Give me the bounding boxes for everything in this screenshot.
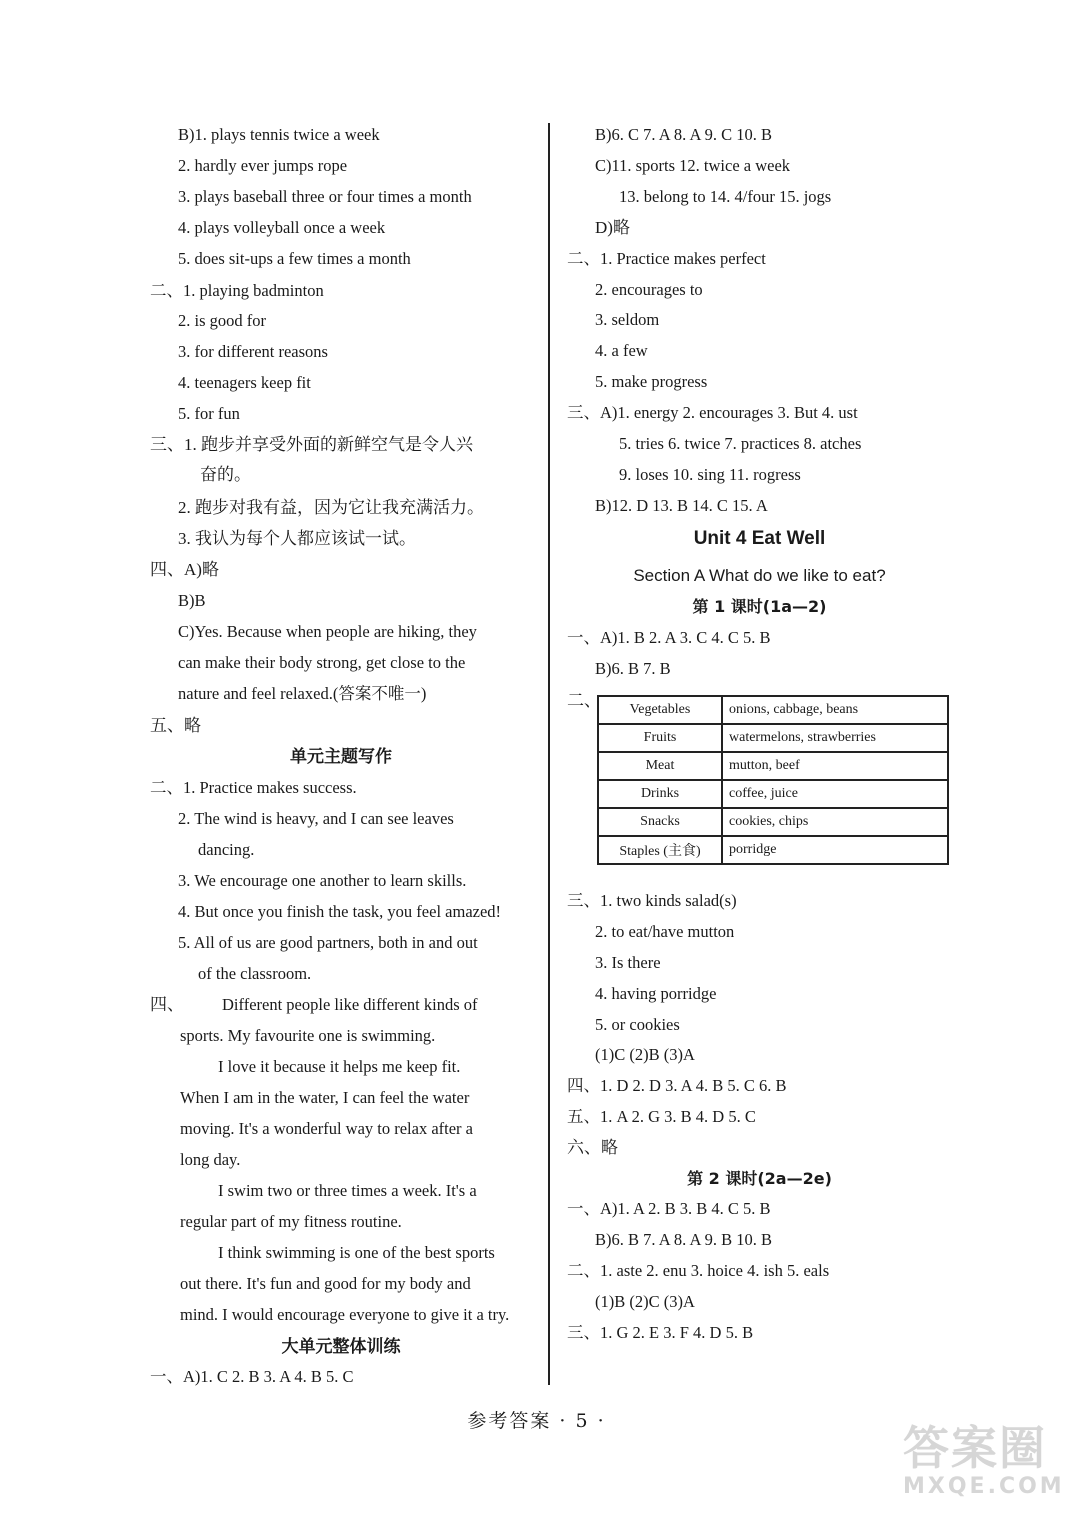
answer-line: dancing.	[198, 840, 255, 859]
answer-line: 五、1. A 2. G 3. B 4. D 5. C	[567, 1107, 756, 1126]
answer-line: C)11. sports 12. twice a week	[595, 156, 791, 175]
answer-line: 四、1. D 2. D 3. A 4. B 5. C 6. B	[567, 1076, 787, 1095]
table-cell-items: coffee, juice	[722, 780, 948, 808]
essay-line: mind. I would encourage everyone to give it a try.	[180, 1305, 510, 1324]
table-row	[598, 836, 948, 864]
answer-line: 2. The wind is heavy, and I can see leaves	[178, 809, 454, 828]
table-row	[598, 696, 948, 724]
section-heading: 大单元整体训练	[281, 1337, 401, 1356]
table-cell-category: Vegetables	[598, 696, 722, 724]
answer-line: 5. for fun	[178, 404, 240, 423]
answer-line: 二、1. Practice makes success.	[150, 778, 357, 797]
answer-line: C)Yes. Because when people are hiking, they	[178, 622, 477, 641]
answer-line: B)6. B 7. A 8. A 9. B 10. B	[595, 1230, 772, 1249]
table-cell-category: Drinks	[598, 780, 722, 808]
answer-line: 二、1. aste 2. enu 3. hoice 4. ish 5. eals	[567, 1261, 830, 1280]
answer-line: 3. for different reasons	[178, 342, 328, 361]
lesson-title: 第 1 课时(1a—2)	[692, 597, 827, 616]
essay-line: long day.	[180, 1150, 241, 1169]
answer-line: 四、A)略	[150, 560, 219, 579]
food-category-table	[597, 695, 949, 865]
answer-line: 三、1. G 2. E 3. F 4. D 5. B	[567, 1323, 754, 1342]
answer-line: B)6. B 7. B	[595, 659, 671, 678]
table-cell-category: Meat	[598, 752, 722, 780]
watermark-url: MXQE.COM	[903, 1474, 1065, 1499]
answer-line: 5. or cookies	[595, 1015, 680, 1034]
answer-line: (1)B (2)C (3)A	[595, 1292, 695, 1311]
answer-line: 一、A)1. A 2. B 3. B 4. C 5. B	[567, 1199, 771, 1218]
answer-line: 2. encourages to	[595, 280, 703, 299]
answer-line: 一、A)1. C 2. B 3. A 4. B 5. C	[150, 1367, 354, 1386]
answer-line: 4. having porridge	[595, 984, 717, 1003]
answer-line: B)6. C 7. A 8. A 9. C 10. B	[595, 125, 772, 144]
answer-line: 5. does sit-ups a few times a month	[178, 249, 411, 268]
essay-line: I think swimming is one of the best sports	[218, 1243, 495, 1262]
answer-line: 3. We encourage one another to learn skills.	[178, 871, 467, 890]
answer-line: 5. tries 6. twice 7. practices 8. atches	[619, 434, 862, 453]
section-title: Section A What do we like to eat?	[633, 566, 886, 585]
watermark-logo	[903, 1412, 1065, 1522]
answer-line: 4. a few	[595, 341, 648, 360]
answer-line: (1)C (2)B (3)A	[595, 1045, 695, 1064]
table-cell-category: Fruits	[598, 724, 722, 752]
table-cell-items: onions, cabbage, beans	[722, 696, 948, 724]
answer-line: 三、1. 跑步并享受外面的新鲜空气是令人兴	[150, 435, 473, 454]
answer-line: 2. 跑步对我有益，因为它让我充满活力。	[178, 498, 484, 517]
answer-line: 3. Is there	[595, 953, 661, 972]
answer-line: 三、1. two kinds salad(s)	[567, 891, 737, 910]
answer-line: 4. teenagers keep fit	[178, 373, 311, 392]
answer-line: D)略	[595, 218, 630, 237]
watermark-text: 答案圈	[903, 1421, 1047, 1475]
essay-line: Different people like different kinds of	[222, 995, 478, 1014]
answer-line: 三、A)1. energy 2. encourages 3. But 4. ust	[567, 403, 858, 422]
essay-line: sports. My favourite one is swimming.	[180, 1026, 436, 1045]
answer-line: 六、略	[567, 1138, 618, 1157]
answer-line: 五、略	[150, 716, 201, 735]
answer-line: 二、	[567, 691, 601, 710]
table-cell-category: Snacks	[598, 808, 722, 836]
answer-line: 13. belong to 14. 4/four 15. jogs	[619, 187, 832, 206]
table-row	[598, 780, 948, 808]
table-row	[598, 724, 948, 752]
answer-line: 二、1. Practice makes perfect	[567, 249, 766, 268]
essay-line: I love it because it helps me keep fit.	[218, 1057, 461, 1076]
unit-title: Unit 4 Eat Well	[693, 528, 826, 549]
table-row	[598, 752, 948, 780]
table-row	[598, 808, 948, 836]
answer-line: 3. plays baseball three or four times a month	[178, 187, 472, 206]
answer-line: 二、1. playing badminton	[150, 281, 324, 300]
table-cell-category: Staples (主食)	[598, 836, 722, 864]
table-cell-items: cookies, chips	[722, 808, 948, 836]
answer-line: 4. But once you finish the task, you feel amazed!	[178, 902, 502, 921]
answer-line: 四、	[150, 995, 184, 1014]
answer-line: can make their body strong, get close to the	[178, 653, 466, 672]
answer-line: 5. All of us are good partners, both in and out	[178, 933, 478, 952]
answer-line: 4. plays volleyball once a week	[178, 218, 386, 237]
answer-line: 5. make progress	[595, 372, 708, 391]
answer-line: 2. to eat/have mutton	[595, 922, 735, 941]
essay-line: regular part of my fitness routine.	[180, 1212, 402, 1231]
essay-line: moving. It's a wonderful way to relax after a	[180, 1119, 473, 1138]
table-cell-items: porridge	[722, 836, 948, 864]
answer-line: B)1. plays tennis twice a week	[178, 125, 380, 144]
answer-line: 9. loses 10. sing 11. rogress	[619, 465, 801, 484]
answer-line: B)B	[178, 591, 206, 610]
table-cell-items: mutton, beef	[722, 752, 948, 780]
answer-line: 奋的。	[200, 465, 251, 484]
page-footer: 参考答案 · 5 ·	[467, 1410, 606, 1432]
essay-line: I swim two or three times a week. It's a	[218, 1181, 477, 1200]
answer-line: nature and feel relaxed.(答案不唯一)	[178, 684, 427, 703]
answer-line: 一、A)1. B 2. A 3. C 4. C 5. B	[567, 628, 771, 647]
answer-line: B)12. D 13. B 14. C 15. A	[595, 496, 768, 515]
answer-line: 2. hardly ever jumps rope	[178, 156, 348, 175]
section-heading: 单元主题写作	[290, 747, 392, 766]
answer-line: 3. seldom	[595, 310, 660, 329]
essay-line: out there. It's fun and good for my body and	[180, 1274, 471, 1293]
answer-line: of the classroom.	[198, 964, 312, 983]
answer-line: 3. 我认为每个人都应该试一试。	[178, 529, 416, 548]
essay-line: When I am in the water, I can feel the water	[180, 1088, 470, 1107]
answer-line: 2. is good for	[178, 311, 266, 330]
lesson-title: 第 2 课时(2a—2e)	[687, 1169, 832, 1188]
column-divider	[548, 123, 550, 1385]
table-cell-items: watermelons, strawberries	[722, 724, 948, 752]
